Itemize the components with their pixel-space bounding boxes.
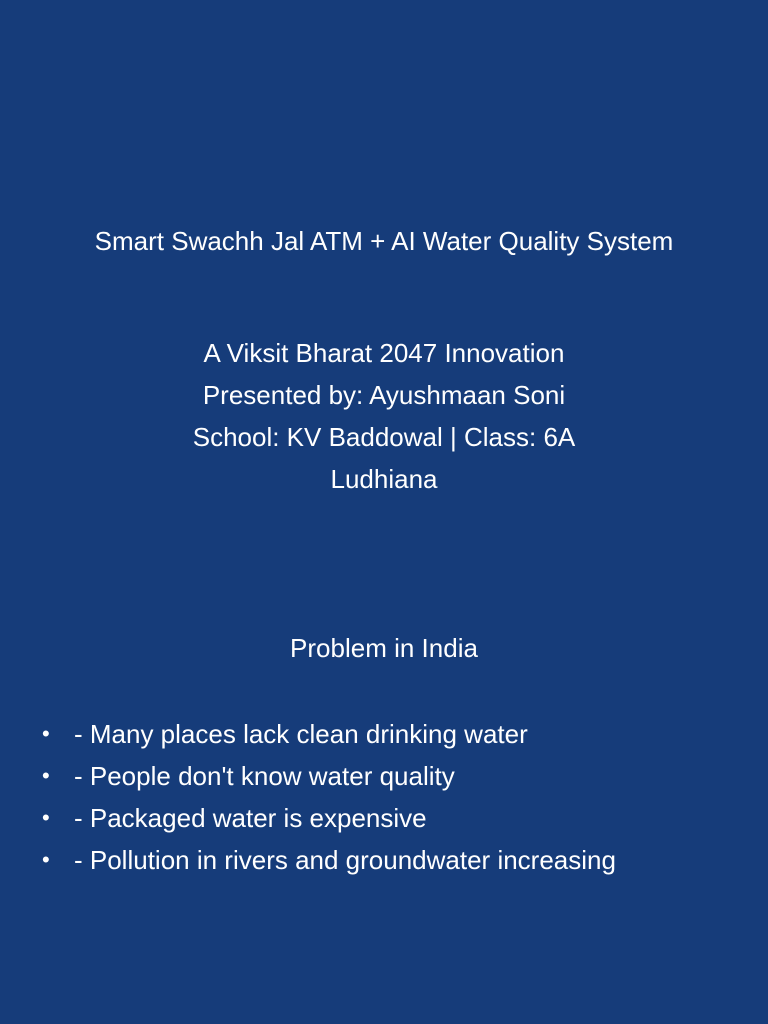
bullet-text: - Pollution in rivers and groundwater increasing (74, 845, 616, 875)
bullet-text: - Many places lack clean drinking water (74, 719, 528, 749)
bullet-list (40, 713, 740, 881)
list-item (40, 755, 740, 797)
problem-slide (0, 512, 768, 1024)
bullet-text: - People don't know water quality (74, 761, 455, 791)
subtitle-line-school: School: KV Baddowal | Class: 6A (192, 422, 576, 452)
subtitle-line-presenter: Presented by: Ayushmaan Soni (202, 380, 566, 410)
slide-title: Problem in India (290, 633, 478, 663)
bullet-icon: • (42, 805, 50, 830)
subtitle-block (0, 332, 768, 500)
list-item (40, 797, 740, 839)
bullet-text: - Packaged water is expensive (74, 803, 427, 833)
list-item (40, 713, 740, 755)
list-item (40, 839, 740, 881)
subtitle-line-innovation: A Viksit Bharat 2047 Innovation (203, 338, 565, 368)
slide-title: Smart Swachh Jal ATM + AI Water Quality System (94, 226, 674, 256)
bullet-icon: • (42, 763, 50, 788)
bullet-icon: • (42, 847, 50, 872)
subtitle-line-city: Ludhiana (330, 464, 438, 494)
bullet-icon: • (42, 721, 50, 746)
